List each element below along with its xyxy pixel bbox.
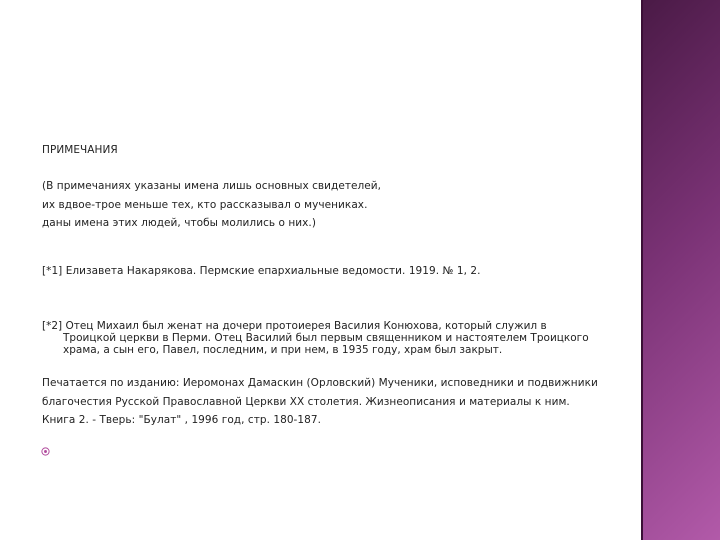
source-line: благочестия Русской Православной Церкви XX столетия. Жизнеописания и материалы к ним. bbox=[42, 396, 570, 408]
intro-line: даны имена этих людей, чтобы молились о них.) bbox=[42, 217, 316, 229]
footnote-2-line: Троицкой церкви в Перми. Отец Василий был первым священником и настоятелем Троицкого bbox=[63, 332, 589, 344]
source-line: Печатается по изданию: Иеромонах Дамаскин (Орловский) Мученики, исповедники и подвижники bbox=[42, 377, 598, 389]
intro-line: (В примечаниях указаны имена лишь основных свидетелей, bbox=[42, 180, 382, 192]
notes-heading: ПРИМЕЧАНИЯ bbox=[42, 144, 118, 156]
footnote-1: [*1] Елизавета Накарякова. Пермские епархиальные ведомости. 1919. № 1, 2. bbox=[42, 265, 481, 277]
intro-line: их вдвое-трое меньше тех, кто рассказывал о мучениках. bbox=[42, 199, 368, 211]
footnote-2-line: храма, а сын его, Павел, последним, и при нем, в 1935 году, храм был закрыт. bbox=[63, 344, 503, 356]
circle-bullet-icon bbox=[41, 447, 50, 456]
source-line: Книга 2. - Тверь: "Булат" , 1996 год, стр. 180-187. bbox=[42, 414, 321, 426]
footnote-2-line: [*2] Отец Михаил был женат на дочери протоиерея Василия Конюхова, который служил в bbox=[42, 320, 547, 332]
footnote-2 bbox=[42, 320, 602, 356]
decorative-side-panel bbox=[641, 0, 720, 540]
